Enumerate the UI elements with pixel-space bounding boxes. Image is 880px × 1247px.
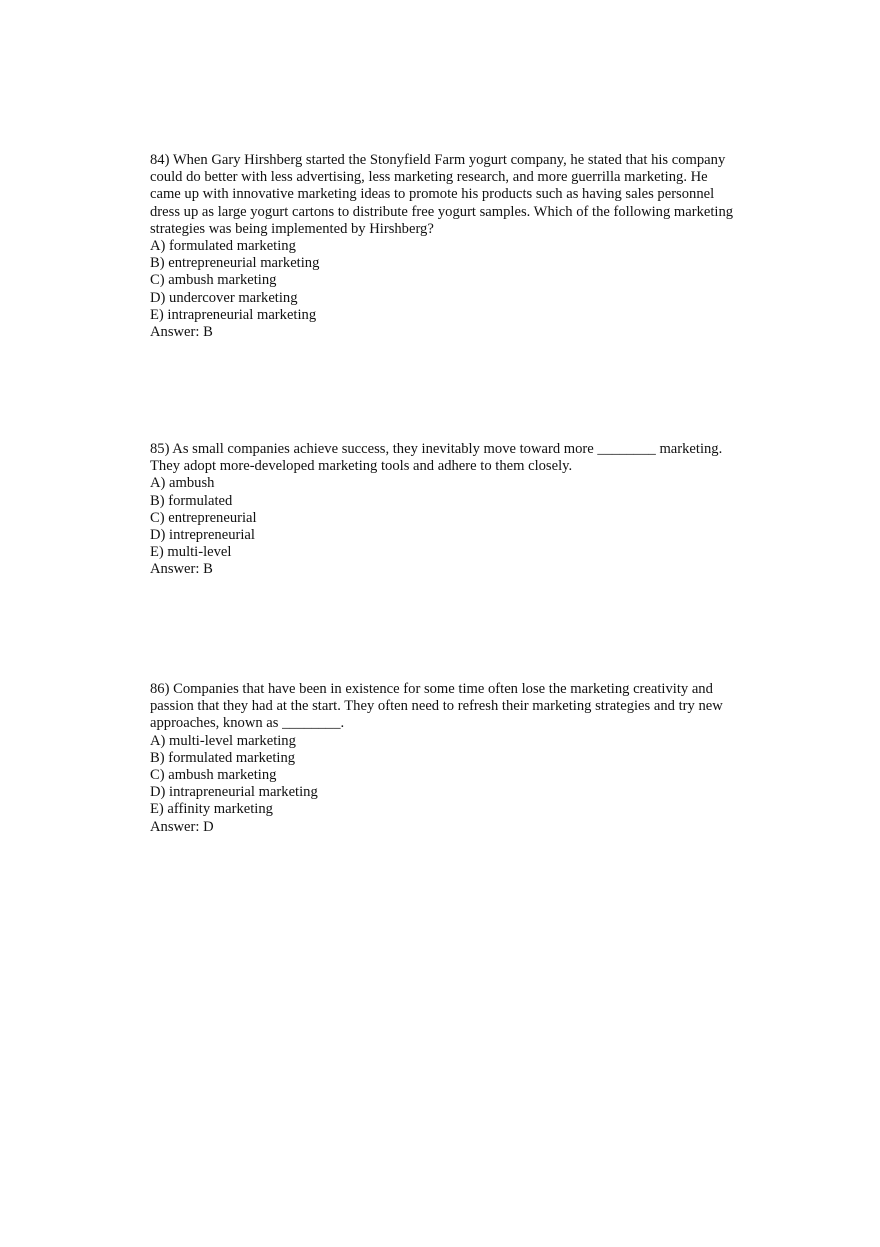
option-d: D) intrepreneurial [150, 527, 255, 544]
option-a: A) ambush [150, 475, 215, 492]
option-b: B) formulated [150, 492, 233, 509]
option-c: C) entrepreneurial [150, 509, 257, 526]
option-b: B) entrepreneurial marketing [150, 255, 320, 272]
option-a: A) formulated marketing [150, 238, 296, 255]
question-stem: 86) Companies that have been in existence for some time often lose the marketing creativity and passion that they had at the start. They often need to refresh their marketing strategies and try new approaches, known as ________. [150, 681, 723, 732]
answer-options [150, 733, 740, 819]
answer-key: Answer: B [150, 561, 213, 578]
option-e: E) intrapreneurial marketing [150, 306, 317, 323]
option-d: D) undercover marketing [150, 289, 298, 306]
answer-key: Answer: D [150, 818, 214, 835]
option-c: C) ambush marketing [150, 272, 277, 289]
question-86 [150, 681, 740, 836]
question-stem: 84) When Gary Hirshberg started the Stonyfield Farm yogurt company, he stated that his company could do better with less advertising, less marketing research, and more guerrilla marketing. He came up with innovative marketing ideas to promote his products such as having sales personnel dress up as large yogurt cartons to distribute free yogurt samples. Which of the following marketing strategies was being implemented by Hirshberg? [150, 152, 734, 237]
option-e: E) multi-level [150, 544, 232, 561]
question-84 [150, 152, 740, 341]
answer-key: Answer: B [150, 324, 213, 341]
answer-options [150, 475, 740, 561]
option-d: D) intrapreneurial marketing [150, 784, 318, 801]
option-e: E) affinity marketing [150, 801, 273, 818]
option-a: A) multi-level marketing [150, 732, 296, 749]
option-b: B) formulated marketing [150, 749, 296, 766]
question-85 [150, 441, 740, 579]
option-c: C) ambush marketing [150, 767, 277, 784]
answer-options [150, 238, 740, 324]
question-stem: 85) As small companies achieve success, they inevitably move toward more ________ marketing. They adopt more-developed marketing tools and adhere to them closely. [150, 441, 723, 475]
